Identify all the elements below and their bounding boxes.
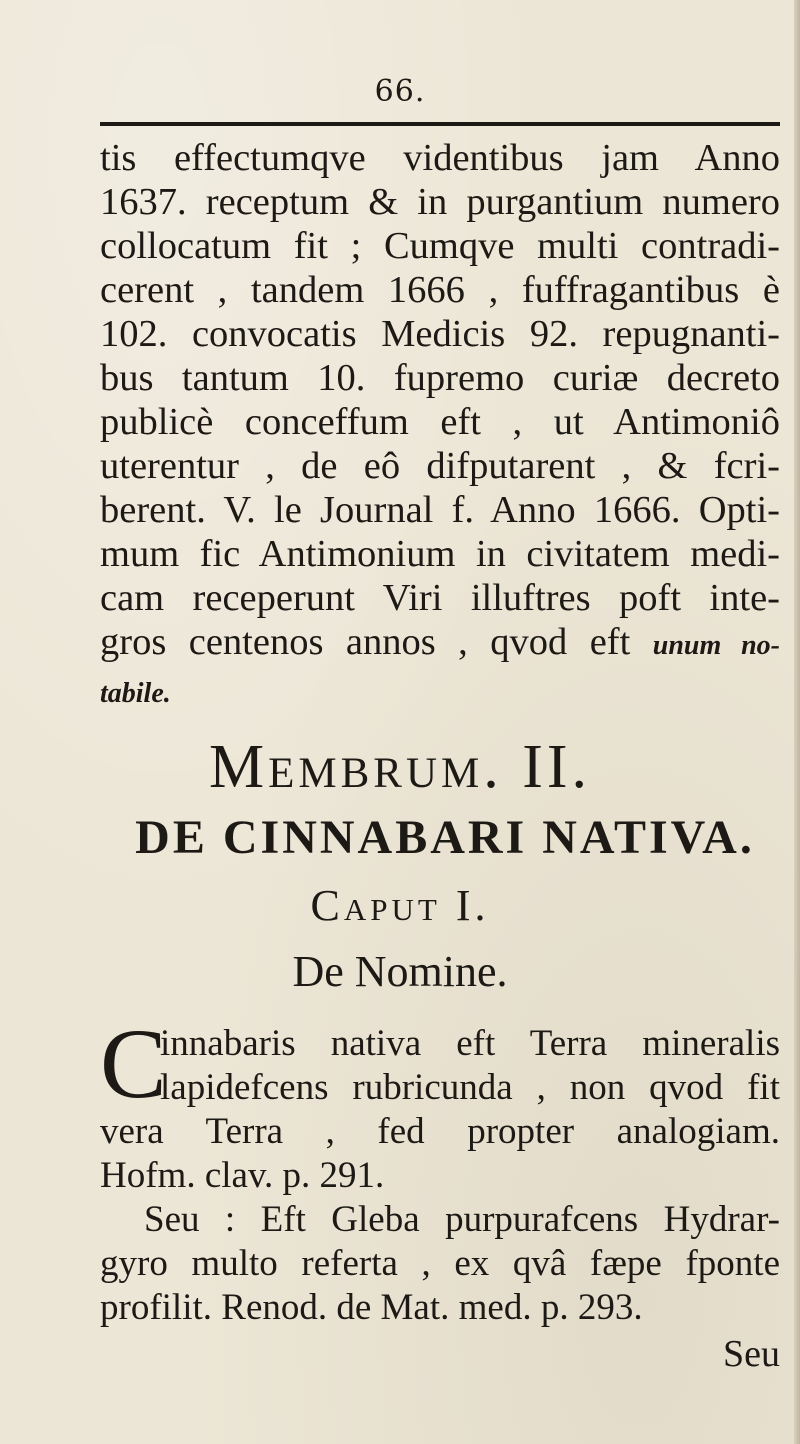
paragraph-2 — [100, 1008, 780, 1330]
text-line: berent. V. le Journal f. Anno 1666. Opti- — [100, 489, 780, 531]
text-line: bus tantum 10. fupremo curiæ decreto — [100, 357, 780, 399]
text-line: mum fic Antimonium in civitatem medi- — [100, 533, 780, 575]
text-line: gyro multo referta , ex qvâ fæpe fponte — [100, 1243, 780, 1284]
text-line: lapidefcens rubricunda , non qvod fit — [160, 1067, 780, 1108]
text-line: collocatum fit ; Cumqve multi contradi- — [100, 225, 780, 267]
italic-phrase: unum no- — [652, 630, 780, 661]
text-line: 1637. receptum & in purgantium numero — [100, 181, 780, 223]
drop-capital: C — [100, 1008, 167, 1119]
italic-phrase: tabile. — [100, 678, 171, 709]
section-heading-membrum: Membrum. II. — [208, 733, 592, 801]
text-line: cerent , tandem 1666 , fuffragantibus è — [100, 269, 780, 311]
catchword: Seu — [723, 1333, 780, 1375]
text-line: Seu : Eft Gleba purpurafcens Hydrar- — [144, 1199, 780, 1240]
section-title: DE CINNABARI NATIVA. — [135, 811, 755, 864]
text-line: vera Terra , fed propter analogiam. — [100, 1111, 780, 1152]
dropcap-block — [100, 1008, 780, 1119]
text-line-with-italic — [100, 620, 780, 668]
text-line: publicè conceffum eft , ut Antimoniô — [100, 401, 780, 443]
text-line: uterentur , de eô difputarent , & fcri- — [100, 445, 780, 487]
text-fragment: gros centenos annos , qvod eft — [100, 621, 631, 663]
text-line: cam receperunt Viri illuftres poft inte- — [100, 577, 780, 619]
text-line: innabaris nativa eft Terra mineralis — [160, 1023, 780, 1064]
text-line: tis effectumqve videntibus jam Anno — [100, 137, 780, 179]
text-line-italic — [100, 668, 780, 716]
page-edge — [794, 0, 800, 1444]
header-rule — [100, 122, 780, 126]
text-line: 102. convocatis Medicis 92. repugnanti- — [100, 313, 780, 355]
chapter-subtitle: De Nomine. — [292, 947, 508, 996]
chapter-heading: Caput I. — [310, 881, 490, 930]
text-line: Hofm. clav. p. 291. — [100, 1155, 385, 1196]
page-number: 66. — [374, 74, 426, 109]
paragraph-1 — [100, 136, 780, 716]
text-line: profilit. Renod. de Mat. med. p. 293. — [100, 1287, 643, 1328]
